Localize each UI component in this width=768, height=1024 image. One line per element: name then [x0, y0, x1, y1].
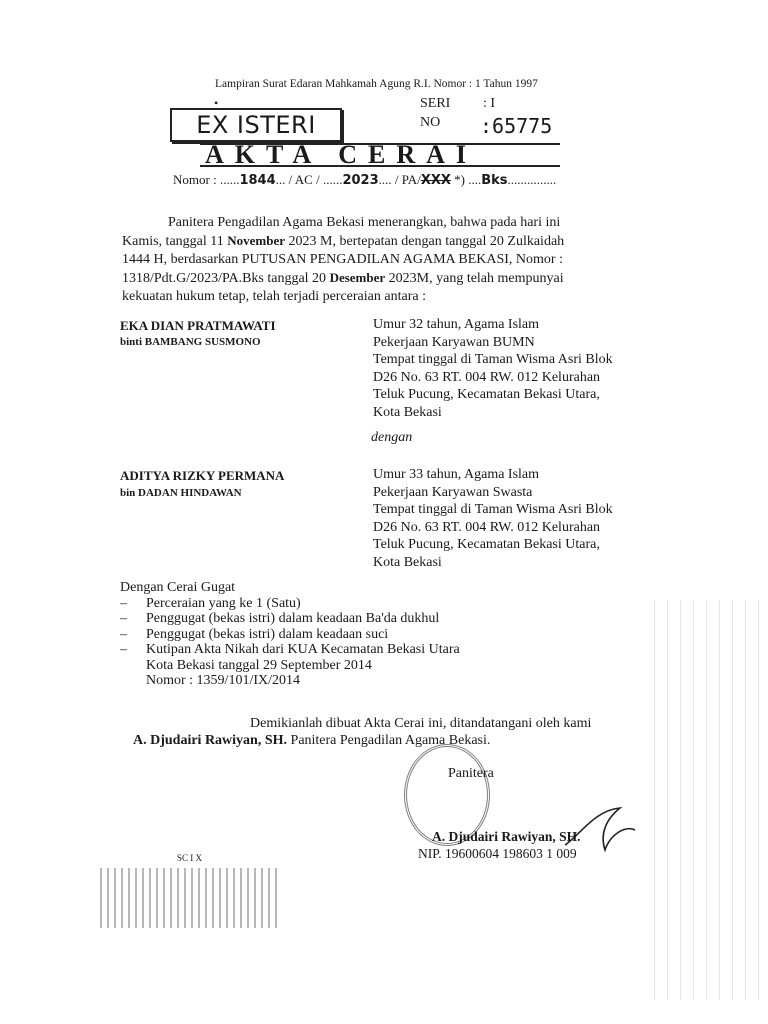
party1-info: Umur 32 tahun, Agama Islam Pekerjaan Karyawan BUMN Tempat tinggal di Taman Wisma Asri Blok D26 No. 63 RT. 004 RW. 012 Kelurahan Teluk Pucung, Kecamatan Bekasi Utara, Kota Bekasi: [373, 317, 613, 420]
scan-noise: [648, 600, 768, 1000]
party2-name: ADITYA RIZKY PERMANA: [120, 468, 285, 483]
serial-number: :65775: [480, 114, 553, 138]
detail-item: – Penggugat (bekas istri) dalam keadaan suci: [120, 626, 389, 642]
party1-name: EKA DIAN PRATMAWATI: [120, 318, 276, 333]
title-rule-bottom: [200, 165, 560, 167]
divorce-details: Dengan Cerai Gugat – Perceraian yang ke 1 (Satu) – Penggugat (bekas istri) dalam keadaan Ba'da dukhul – Penggugat (bekas istri) dalam keadaan suci – Kutipan Akta Nikah dari KUA Kecamatan Bekasi Utara Kota Bekasi tanggal 29 September 2014 Nomor : 1359/101/IX/2014: [120, 580, 460, 688]
ex-isteri-stamp: EX ISTERI: [170, 108, 342, 142]
scan-noise-bottom: [100, 868, 280, 928]
seri-label: SERI: [420, 96, 451, 111]
seri-value: : I: [483, 96, 496, 111]
signatory-title: Panitera: [448, 766, 494, 781]
party2-info: Umur 33 tahun, Agama Islam Pekerjaan Karyawan Swasta Tempat tinggal di Taman Wisma Asri Blok D26 No. 63 RT. 004 RW. 012 Kelurahan Teluk Pucung, Kecamatan Bekasi Utara, Kota Bekasi: [373, 467, 613, 570]
signatory-nip: NIP. 19600604 198603 1 009: [418, 846, 577, 861]
dengan-label: dengan: [371, 430, 413, 445]
party1-parent: binti BAMBANG SUSMONO: [120, 336, 261, 348]
document-title: AKTA CERAI: [205, 140, 478, 169]
closing-line-2: A. Djudairi Rawiyan, SH. Panitera Pengadilan Agama Bekasi.: [133, 733, 491, 748]
party2-parent: bin DADAN HINDAWAN: [120, 487, 242, 499]
footer-code: SC I X: [177, 853, 203, 863]
struck-text: XXX: [420, 173, 451, 188]
closing-line: Demikianlah dibuat Akta Cerai ini, ditandatangani oleh kami: [250, 716, 592, 731]
no-label: NO: [420, 115, 441, 130]
opening-paragraph: Panitera Pengadilan Agama Bekasi menerangkan, bahwa pada hari ini Kamis, tanggal 11 November 2023 M, bertepatan dengan tanggal 20 Zulkaidah 1444 H, berdasarkan PUTUSAN PENGADILAN AGAMA BEKASI, Nomor : 1318/Pdt.G/2023/PA.Bks tanggal 20 Desember 2023M, yang telah mempunyai kekuatan hukum tetap, telah terjadi perceraian antara :: [122, 215, 565, 304]
mark-dot: •: [214, 96, 219, 110]
signatory-name: A. Djudairi Rawiyan, SH.: [432, 829, 581, 844]
document-number: Nomor : ......1844... / AC / ......2023.... / PA/XXX *) ....Bks...............: [173, 172, 557, 188]
detail-item: – Penggugat (bekas istri) dalam keadaan Ba'da dukhul: [120, 611, 440, 626]
header-note: Lampiran Surat Edaran Mahkamah Agung R.I. Nomor : 1 Tahun 1997: [215, 78, 538, 90]
detail-item: – Perceraian yang ke 1 (Satu): [120, 595, 301, 611]
detail-item: – Kutipan Akta Nikah dari KUA Kecamatan Bekasi Utara: [120, 642, 460, 657]
